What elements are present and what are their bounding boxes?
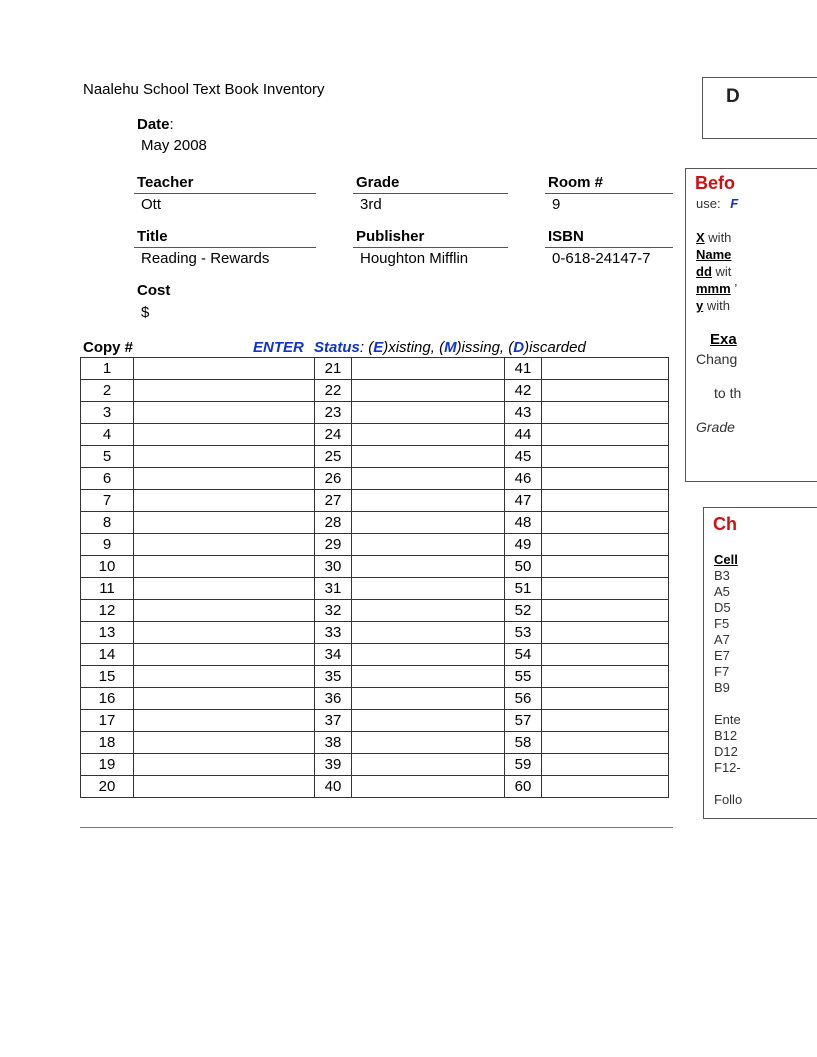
cell-ref: A5 bbox=[714, 584, 730, 599]
legend-m: M bbox=[444, 339, 457, 356]
example-heading: Exa bbox=[710, 331, 737, 348]
status-entry-cell[interactable] bbox=[542, 754, 669, 776]
status-entry-cell[interactable] bbox=[134, 358, 315, 380]
dd-text: wit bbox=[715, 264, 732, 279]
table-row bbox=[81, 622, 669, 644]
status-entry-cell[interactable] bbox=[542, 622, 669, 644]
status-entry-cell[interactable] bbox=[352, 402, 505, 424]
copy-number-cell: 60 bbox=[505, 776, 542, 798]
status-entry-cell[interactable] bbox=[134, 556, 315, 578]
copy-number-cell: 42 bbox=[505, 380, 542, 402]
status-entry-cell[interactable] bbox=[352, 600, 505, 622]
copy-number-cell: 1 bbox=[81, 358, 134, 380]
status-entry-cell[interactable] bbox=[134, 666, 315, 688]
status-entry-cell[interactable] bbox=[134, 402, 315, 424]
y-key: y bbox=[696, 298, 704, 313]
status-entry-cell[interactable] bbox=[542, 600, 669, 622]
grade-value[interactable]: 3rd bbox=[360, 196, 382, 213]
grade-label: Grade bbox=[356, 174, 400, 191]
isbn-underline bbox=[545, 247, 673, 248]
copy-number-cell: 41 bbox=[505, 358, 542, 380]
copy-number-cell: 34 bbox=[315, 644, 352, 666]
copy-number-cell: 37 bbox=[315, 710, 352, 732]
status-entry-cell[interactable] bbox=[134, 600, 315, 622]
copy-number-cell: 38 bbox=[315, 732, 352, 754]
mmm-key: mmm bbox=[696, 281, 731, 296]
date-colon: : bbox=[169, 116, 174, 133]
table-row bbox=[81, 732, 669, 754]
use-line bbox=[696, 196, 738, 211]
status-entry-cell[interactable] bbox=[542, 556, 669, 578]
table-row bbox=[81, 776, 669, 798]
status-entry-cell[interactable] bbox=[134, 512, 315, 534]
publisher-underline bbox=[353, 247, 508, 248]
status-entry-cell[interactable] bbox=[542, 578, 669, 600]
status-entry-cell[interactable] bbox=[134, 622, 315, 644]
copy-number-cell: 59 bbox=[505, 754, 542, 776]
status-entry-cell[interactable] bbox=[134, 754, 315, 776]
copy-number-cell: 57 bbox=[505, 710, 542, 732]
x-text: with bbox=[708, 230, 732, 245]
cost-value[interactable]: $ bbox=[141, 304, 150, 321]
cell-ref: F5 bbox=[714, 616, 730, 631]
copy-number-cell: 5 bbox=[81, 446, 134, 468]
status-entry-cell[interactable] bbox=[352, 424, 505, 446]
grade-text: Grade bbox=[696, 419, 735, 435]
status-entry-cell[interactable] bbox=[352, 490, 505, 512]
cell-ref: B9 bbox=[714, 680, 730, 695]
side-panel-checklist bbox=[703, 507, 817, 819]
copy-number-cell: 29 bbox=[315, 534, 352, 556]
legend-part-3: )issing, ( bbox=[456, 339, 514, 356]
copy-number-cell: 51 bbox=[505, 578, 542, 600]
status-entry-cell[interactable] bbox=[134, 424, 315, 446]
to-text: to th bbox=[714, 385, 742, 401]
status-entry-cell[interactable] bbox=[542, 446, 669, 468]
table-row bbox=[81, 688, 669, 710]
status-entry-cell[interactable] bbox=[542, 688, 669, 710]
status-entry-cell[interactable] bbox=[352, 644, 505, 666]
status-entry-cell[interactable] bbox=[134, 468, 315, 490]
status-entry-cell[interactable] bbox=[134, 446, 315, 468]
table-row bbox=[81, 468, 669, 490]
book-title-underline bbox=[134, 247, 316, 248]
table-row bbox=[81, 512, 669, 534]
cell-ref: B12 bbox=[714, 728, 738, 743]
copy-number-cell: 33 bbox=[315, 622, 352, 644]
status-entry-cell[interactable] bbox=[542, 666, 669, 688]
copy-number-header: Copy # bbox=[83, 339, 134, 356]
status-entry-cell[interactable] bbox=[542, 512, 669, 534]
name-key: Name bbox=[696, 247, 732, 262]
cell-ref: D12 bbox=[714, 744, 738, 759]
status-entry-cell[interactable] bbox=[134, 776, 315, 798]
cell-ref: D5 bbox=[714, 600, 731, 615]
room-label: Room # bbox=[548, 174, 604, 191]
copy-number-cell: 27 bbox=[315, 490, 352, 512]
isbn-label: ISBN bbox=[548, 228, 584, 245]
cell-ref: A7 bbox=[714, 632, 730, 647]
legend-part-4: )iscarded bbox=[524, 339, 586, 356]
enter-text: Ente bbox=[714, 712, 741, 727]
copy-number-cell: 47 bbox=[505, 490, 542, 512]
copy-number-cell: 12 bbox=[81, 600, 134, 622]
status-entry-cell[interactable] bbox=[542, 776, 669, 798]
cell-ref: F12- bbox=[714, 760, 741, 775]
status-word: Status bbox=[314, 339, 360, 356]
copy-number-cell: 28 bbox=[315, 512, 352, 534]
copy-number-cell: 36 bbox=[315, 688, 352, 710]
status-entry-cell[interactable] bbox=[134, 490, 315, 512]
status-entry-cell[interactable] bbox=[542, 534, 669, 556]
copy-number-cell: 6 bbox=[81, 468, 134, 490]
isbn-value[interactable]: 0-618-24147-7 bbox=[552, 250, 651, 267]
copy-number-cell: 46 bbox=[505, 468, 542, 490]
status-entry-cell[interactable] bbox=[134, 688, 315, 710]
copy-number-cell: 18 bbox=[81, 732, 134, 754]
date-value[interactable]: May 2008 bbox=[141, 137, 207, 154]
dd-key: dd bbox=[696, 264, 712, 279]
status-entry-cell[interactable] bbox=[134, 644, 315, 666]
copy-number-cell: 24 bbox=[315, 424, 352, 446]
copy-number-cell: 19 bbox=[81, 754, 134, 776]
copy-number-cell: 53 bbox=[505, 622, 542, 644]
use-prefix: use: bbox=[696, 196, 721, 211]
status-entry-cell[interactable] bbox=[134, 578, 315, 600]
status-entry-cell[interactable] bbox=[134, 710, 315, 732]
cell-header: Cell bbox=[714, 552, 738, 567]
legend-part-1: : ( bbox=[359, 339, 374, 356]
copy-number-cell: 15 bbox=[81, 666, 134, 688]
inventory-grid bbox=[80, 357, 669, 798]
legend-d: D bbox=[513, 339, 525, 356]
copy-number-cell: 4 bbox=[81, 424, 134, 446]
table-row bbox=[81, 490, 669, 512]
copy-number-cell: 31 bbox=[315, 578, 352, 600]
copy-number-cell: 40 bbox=[315, 776, 352, 798]
cost-label: Cost bbox=[137, 282, 171, 299]
copy-number-cell: 11 bbox=[81, 578, 134, 600]
status-entry-cell[interactable] bbox=[542, 732, 669, 754]
cell-ref: F7 bbox=[714, 664, 730, 679]
status-entry-cell[interactable] bbox=[542, 402, 669, 424]
mmm-text: ’ bbox=[734, 281, 738, 296]
status-entry-cell[interactable] bbox=[352, 556, 505, 578]
copy-number-cell: 50 bbox=[505, 556, 542, 578]
status-entry-cell[interactable] bbox=[352, 512, 505, 534]
status-entry-cell[interactable] bbox=[352, 534, 505, 556]
side-panel-top bbox=[702, 77, 817, 139]
status-entry-cell[interactable] bbox=[352, 358, 505, 380]
copy-number-cell: 44 bbox=[505, 424, 542, 446]
table-row bbox=[81, 710, 669, 732]
copy-number-cell: 13 bbox=[81, 622, 134, 644]
date-label-group bbox=[137, 116, 174, 134]
copy-number-cell: 10 bbox=[81, 556, 134, 578]
copy-number-cell: 8 bbox=[81, 512, 134, 534]
status-entry-cell[interactable] bbox=[542, 358, 669, 380]
table-row bbox=[81, 754, 669, 776]
side-panel-instructions bbox=[685, 168, 817, 482]
status-entry-cell[interactable] bbox=[352, 710, 505, 732]
status-entry-cell[interactable] bbox=[542, 710, 669, 732]
table-row bbox=[81, 380, 669, 402]
cell-ref: E7 bbox=[714, 648, 730, 663]
follow-text: Follo bbox=[714, 792, 743, 807]
instructions-heading: Befo bbox=[695, 173, 735, 193]
table-row bbox=[81, 578, 669, 600]
status-entry-cell[interactable] bbox=[542, 424, 669, 446]
x-key: X bbox=[696, 230, 705, 245]
copy-number-cell: 56 bbox=[505, 688, 542, 710]
copy-number-cell: 17 bbox=[81, 710, 134, 732]
copy-number-cell: 9 bbox=[81, 534, 134, 556]
table-row bbox=[81, 402, 669, 424]
legend-e: E bbox=[373, 339, 384, 356]
enter-word: ENTER bbox=[253, 339, 304, 356]
teacher-label: Teacher bbox=[137, 174, 194, 191]
copy-number-cell: 32 bbox=[315, 600, 352, 622]
copy-number-cell: 21 bbox=[315, 358, 352, 380]
status-entry-cell[interactable] bbox=[352, 468, 505, 490]
status-legend bbox=[253, 339, 586, 356]
x-line bbox=[696, 230, 731, 245]
copy-number-cell: 2 bbox=[81, 380, 134, 402]
checklist-heading: Ch bbox=[713, 514, 737, 534]
copy-number-cell: 7 bbox=[81, 490, 134, 512]
status-entry-cell[interactable] bbox=[542, 644, 669, 666]
room-value[interactable]: 9 bbox=[552, 196, 561, 213]
copy-number-cell: 43 bbox=[505, 402, 542, 424]
status-entry-cell[interactable] bbox=[352, 666, 505, 688]
table-row bbox=[81, 600, 669, 622]
copy-number-cell: 48 bbox=[505, 512, 542, 534]
copy-number-cell: 16 bbox=[81, 688, 134, 710]
status-entry-cell[interactable] bbox=[352, 578, 505, 600]
copy-number-cell: 22 bbox=[315, 380, 352, 402]
teacher-value[interactable]: Ott bbox=[141, 196, 162, 213]
table-row bbox=[81, 666, 669, 688]
table-row bbox=[81, 446, 669, 468]
table-row bbox=[81, 644, 669, 666]
book-title-label: Title bbox=[137, 228, 168, 245]
teacher-underline bbox=[134, 193, 316, 194]
copy-number-cell: 58 bbox=[505, 732, 542, 754]
status-entry-cell[interactable] bbox=[134, 732, 315, 754]
grade-underline bbox=[353, 193, 508, 194]
copy-number-cell: 45 bbox=[505, 446, 542, 468]
copy-number-cell: 30 bbox=[315, 556, 352, 578]
table-row bbox=[81, 358, 669, 380]
copy-number-cell: 54 bbox=[505, 644, 542, 666]
status-entry-cell[interactable] bbox=[352, 380, 505, 402]
copy-number-cell: 25 bbox=[315, 446, 352, 468]
table-row bbox=[81, 556, 669, 578]
y-line bbox=[696, 298, 730, 313]
status-entry-cell[interactable] bbox=[352, 446, 505, 468]
copy-number-cell: 26 bbox=[315, 468, 352, 490]
copy-number-cell: 35 bbox=[315, 666, 352, 688]
room-underline bbox=[545, 193, 673, 194]
copy-number-cell: 20 bbox=[81, 776, 134, 798]
copy-number-cell: 49 bbox=[505, 534, 542, 556]
status-entry-cell[interactable] bbox=[542, 468, 669, 490]
status-entry-cell[interactable] bbox=[134, 534, 315, 556]
publisher-value[interactable]: Houghton Mifflin bbox=[360, 250, 469, 267]
status-entry-cell[interactable] bbox=[542, 490, 669, 512]
name-line bbox=[696, 247, 731, 262]
mmm-line bbox=[696, 281, 737, 296]
copy-number-cell: 3 bbox=[81, 402, 134, 424]
date-label: Date bbox=[137, 116, 170, 133]
table-row bbox=[81, 424, 669, 446]
copy-number-cell: 55 bbox=[505, 666, 542, 688]
book-title-value[interactable]: Reading - Rewards bbox=[141, 250, 270, 267]
status-entry-cell[interactable] bbox=[352, 622, 505, 644]
y-text: with bbox=[706, 298, 730, 313]
table-row bbox=[81, 534, 669, 556]
status-entry-cell[interactable] bbox=[134, 380, 315, 402]
document-title: Naalehu School Text Book Inventory bbox=[83, 81, 325, 98]
side-panel-top-text: D bbox=[726, 86, 740, 107]
bottom-rule bbox=[80, 827, 673, 828]
dd-line bbox=[696, 264, 731, 279]
use-glyph: F bbox=[730, 196, 739, 211]
copy-number-cell: 39 bbox=[315, 754, 352, 776]
status-entry-cell[interactable] bbox=[352, 776, 505, 798]
copy-number-cell: 23 bbox=[315, 402, 352, 424]
status-entry-cell[interactable] bbox=[352, 688, 505, 710]
status-entry-cell[interactable] bbox=[542, 380, 669, 402]
status-entry-cell[interactable] bbox=[352, 732, 505, 754]
change-text: Chang bbox=[696, 351, 738, 367]
legend-part-2: )xisting, ( bbox=[383, 339, 445, 356]
copy-number-cell: 52 bbox=[505, 600, 542, 622]
cell-ref: B3 bbox=[714, 568, 730, 583]
status-entry-cell[interactable] bbox=[352, 754, 505, 776]
publisher-label: Publisher bbox=[356, 228, 425, 245]
copy-number-cell: 14 bbox=[81, 644, 134, 666]
